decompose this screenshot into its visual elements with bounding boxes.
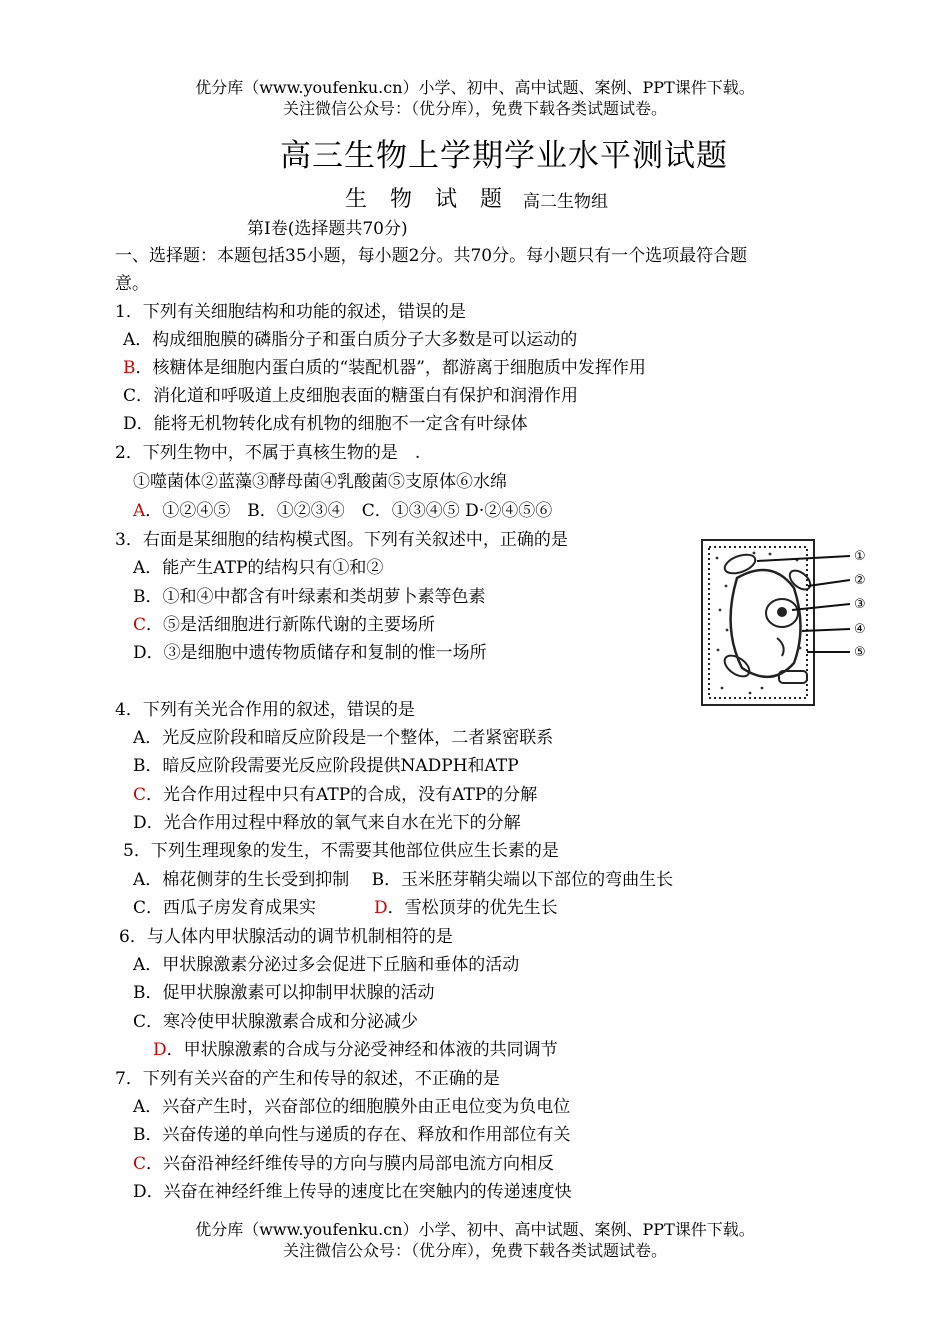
- pointer-line: [802, 629, 850, 631]
- figure-label-1: ①: [854, 549, 866, 564]
- page-title: 高三生物上学期学业水平测试题: [280, 138, 728, 174]
- q5-options-ab: A．棉花侧芽的生长受到抑制 B．玉米胚芽鞘尖端以下部位的弯曲生长: [133, 870, 674, 890]
- answer-mark: C: [133, 1154, 147, 1174]
- q2-options-text: ．①②④⑤ B．①②③④ C．①③④⑤ D·②④⑤⑥: [145, 501, 553, 521]
- figure-label-5: ⑤: [854, 645, 866, 660]
- answer-mark: B: [123, 358, 136, 378]
- chloroplast: [786, 567, 813, 593]
- answer-mark: D: [374, 898, 388, 918]
- q3-option-c-text: ．⑤是活细胞进行新陈代谢的主要场所: [146, 615, 436, 635]
- q3-option-a: A．能产生ATP的结构只有①和②: [133, 558, 384, 578]
- golgi: [777, 638, 784, 656]
- q7-option-d: D．兴奋在神经纤维上传导的速度比在突触内的传递速度快: [133, 1182, 572, 1202]
- q6-option-b: B．促甲状腺激素可以抑制甲状腺的活动: [133, 983, 435, 1003]
- q1-stem: 1．下列有关细胞结构和功能的叙述，错误的是: [115, 302, 466, 322]
- footer-line-2: 关注微信公众号：（优分库），免费下载各类试题试卷。: [282, 1241, 667, 1260]
- q4-option-c: [133, 782, 537, 808]
- header-line-1: 优分库（www.youfenku.cn）小学、初中、高中试题、案例、PPT课件下载。: [195, 78, 755, 97]
- q2-list: ①噬菌体②蓝藻③酵母菌④乳酸菌⑤支原体⑥水绵: [133, 472, 507, 492]
- q4-option-d: D．光合作用过程中释放的氧气来自水在光下的分解: [133, 813, 521, 833]
- q1-option-d: D．能将无机物转化成有机物的细胞不一定含有叶绿体: [123, 414, 528, 434]
- footer-line-1: 优分库（www.youfenku.cn）小学、初中、高中试题、案例、PPT课件下载。: [195, 1220, 755, 1239]
- figure-label-4: ④: [854, 622, 866, 637]
- subtitle-group: 高二生物组: [523, 192, 608, 212]
- q1-option-b: [123, 355, 646, 381]
- q6-stem: 6．与人体内甲状腺活动的调节机制相符的是: [119, 927, 453, 947]
- q2-stem: 2．下列生物中，不属于真核生物的是 .: [115, 443, 421, 463]
- plant-cell-diagram: [682, 528, 882, 718]
- q3-stem: 3．右面是某细胞的结构模式图。下列有关叙述中，正确的是: [115, 530, 568, 550]
- q5-option-d: [374, 895, 558, 921]
- pointer-line: [757, 556, 850, 561]
- q5-option-d-text: ．雪松顶芽的优先生长: [387, 898, 558, 918]
- vacuole: [731, 570, 801, 677]
- q1-option-c: C．消化道和呼吸道上皮细胞表面的糖蛋白有保护和润滑作用: [123, 386, 579, 406]
- chloroplast: [722, 551, 758, 577]
- q5-option-c: C．西瓜子房发育成果实: [133, 898, 317, 918]
- q3-option-b: B．①和④中都含有叶绿素和类胡萝卜素等色素: [133, 587, 486, 607]
- figure-label-2: ②: [854, 573, 866, 588]
- answer-mark: C: [133, 615, 147, 635]
- q6-option-a: A．甲状腺激素分泌过多会促进下丘脑和垂体的活动: [133, 955, 520, 975]
- subtitle: 生 物 试 题: [345, 187, 510, 212]
- q6-option-c: C．寒冷使甲状腺激素合成和分泌减少: [133, 1012, 419, 1032]
- q7-stem: 7．下列有关兴奋的产生和传导的叙述，不正确的是: [115, 1069, 500, 1089]
- q4-option-b: B．暗反应阶段需要光反应阶段提供NADPH和ATP: [133, 756, 519, 776]
- q6-option-d: [153, 1037, 558, 1063]
- answer-mark: D: [153, 1040, 167, 1060]
- instructions-line-2: 意。: [115, 274, 149, 294]
- cell-wall: [702, 540, 814, 705]
- q5-stem: 5．下列生理现象的发生，不需要其他部位供应生长素的是: [123, 841, 559, 861]
- q4-option-c-text: ．光合作用过程中只有ATP的合成，没有ATP的分解: [146, 785, 538, 805]
- answer-mark: C: [133, 785, 147, 805]
- q4-option-a: A．光反应阶段和暗反应阶段是一个整体，二者紧密联系: [133, 728, 554, 748]
- q4-stem: 4．下列有关光合作用的叙述，错误的是: [115, 700, 415, 720]
- nucleolus: [778, 608, 786, 616]
- q3-option-c: [133, 612, 435, 638]
- q7-option-b: B．兴奋传递的单向性与递质的存在、释放和作用部位有关: [133, 1125, 571, 1145]
- q7-option-c: [133, 1151, 554, 1177]
- figure-label-3: ③: [854, 597, 866, 612]
- q7-option-a: A．兴奋产生时，兴奋部位的细胞膜外由正电位变为负电位: [133, 1097, 571, 1117]
- section-heading: 第I卷(选择题共70分): [247, 219, 408, 239]
- q1-option-a: A．构成细胞膜的磷脂分子和蛋白质分子大多数是可以运动的: [123, 330, 578, 350]
- q3-option-d: D．③是细胞中遗传物质储存和复制的惟一场所: [133, 643, 487, 663]
- q1-option-b-text: ．核糖体是细胞内蛋白质的“装配机器”，都游离于细胞质中发挥作用: [135, 358, 646, 378]
- header-line-2: 关注微信公众号：（优分库），免费下载各类试题试卷。: [282, 99, 667, 118]
- q6-option-d-text: ．甲状腺激素的合成与分泌受神经和体液的共同调节: [166, 1040, 558, 1060]
- answer-mark: A: [133, 501, 146, 521]
- q7-option-c-text: ．兴奋沿神经纤维传导的方向与膜内局部电流方向相反: [146, 1154, 555, 1174]
- pointer-line: [792, 604, 850, 610]
- instructions-line-1: 一、选择题：本题包括35小题，每小题2分。共70分。每小题只有一个选项最符合题: [115, 246, 748, 266]
- q2-options: [133, 498, 552, 524]
